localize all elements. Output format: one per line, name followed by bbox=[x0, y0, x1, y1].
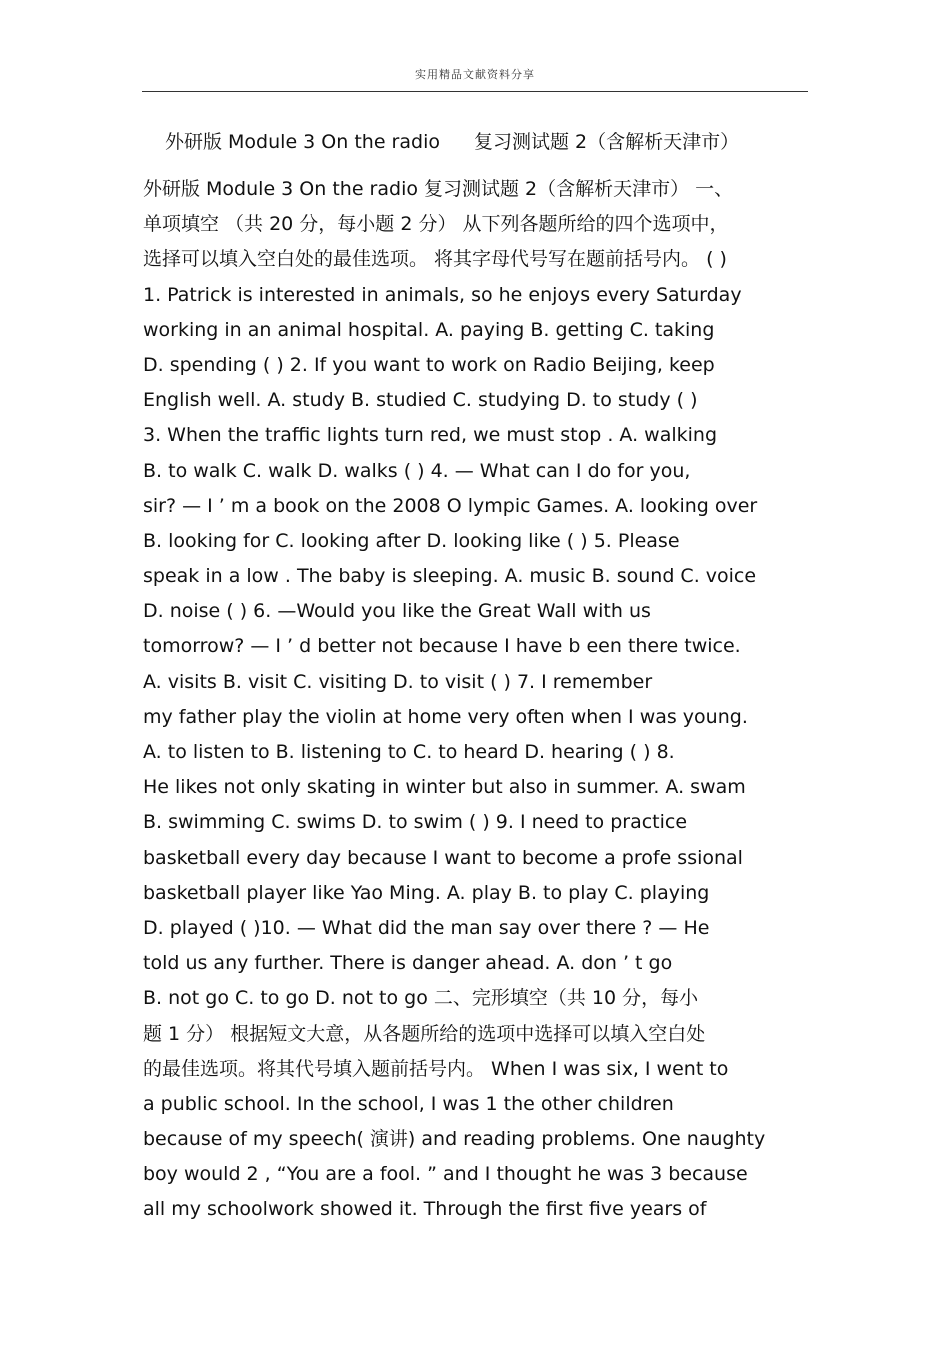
title-part-chinese: 复习测试题 2（含解析天津市） bbox=[473, 131, 740, 153]
text-line: told us any further. There is danger ahead. A. don ’ t go bbox=[143, 952, 673, 975]
document-title bbox=[165, 128, 825, 156]
text-line: 3. When the traffic lights turn red, we must stop . A. walking bbox=[143, 424, 718, 447]
text-line: D. played ( )10. — What did the man say over there ? — He bbox=[143, 916, 710, 939]
text-line: 题 1 分） 根据短文大意，从各题所给的选项中选择可以填入空白处 bbox=[143, 1022, 706, 1045]
title-part-english: 外研版 Module 3 On the radio bbox=[165, 131, 440, 153]
text-line: D. spending ( ) 2. If you want to work on Radio Beijing, keep bbox=[143, 353, 715, 376]
running-header: 实用精品文献资料分享 bbox=[415, 68, 535, 81]
text-line: D. noise ( ) 6. —Would you like the Great Wall with us bbox=[143, 600, 651, 623]
text-line: English well. A. study B. studied C. studying D. to study ( ) bbox=[143, 389, 698, 412]
text-line: A. to listen to B. listening to C. to heard D. hearing ( ) 8. bbox=[143, 741, 675, 763]
text-line: A. visits B. visit C. visiting D. to visit ( ) 7. I remember bbox=[143, 670, 653, 693]
document-body bbox=[143, 175, 823, 1231]
text-line: boy would 2 , “You are a fool. ” and I thought he was 3 because bbox=[143, 1163, 748, 1186]
text-line: 选择可以填入空白处的最佳选项。 将其字母代号写在题前括号内。 ( ) bbox=[143, 248, 727, 271]
text-line: working in an animal hospital. A. paying B. getting C. taking bbox=[143, 318, 715, 341]
text-line: speak in a low . The baby is sleeping. A. music B. sound C. voice bbox=[143, 565, 757, 588]
text-line: my father play the violin at home very often when I was young. bbox=[143, 705, 748, 728]
text-line: 1. Patrick is interested in animals, so he enjoys every Saturday bbox=[143, 283, 742, 306]
text-line: 的最佳选项。将其代号填入题前括号内。 When I was six, I went to bbox=[143, 1057, 729, 1080]
text-line: a public school. In the school, I was 1 the other children bbox=[143, 1092, 674, 1115]
text-line: B. swimming C. swims D. to swim ( ) 9. I need to practice bbox=[143, 811, 688, 834]
text-line: basketball player like Yao Ming. A. play B. to play C. playing bbox=[143, 881, 710, 904]
text-line: B. looking for C. looking after D. looking like ( ) 5. Please bbox=[143, 529, 680, 552]
text-line: He likes not only skating in winter but also in summer. A. swam bbox=[143, 776, 746, 799]
text-line: all my schoolwork showed it. Through the first five years of bbox=[143, 1198, 707, 1221]
text-line: B. to walk C. walk D. walks ( ) 4. — What can I do for you, bbox=[143, 459, 691, 482]
text-line: B. not go C. to go D. not to go 二、完形填空（共 10 分，每小 bbox=[143, 987, 699, 1010]
text-line: 外研版 Module 3 On the radio 复习测试题 2（含解析天津市） 一、 bbox=[143, 178, 734, 200]
text-line: 单项填空 （共 20 分，每小题 2 分） 从下列各题所给的四个选项中， bbox=[143, 213, 729, 236]
text-line: sir? — I ’ m a book on the 2008 O lympic Games. A. looking over bbox=[143, 494, 758, 517]
text-line: tomorrow? — I ’ d better not because I have b een there twice. bbox=[143, 635, 741, 658]
header-divider bbox=[142, 91, 808, 92]
text-line: basketball every day because I want to become a profe ssional bbox=[143, 846, 743, 869]
text-line: because of my speech( 演讲) and reading problems. One naughty bbox=[143, 1128, 766, 1151]
